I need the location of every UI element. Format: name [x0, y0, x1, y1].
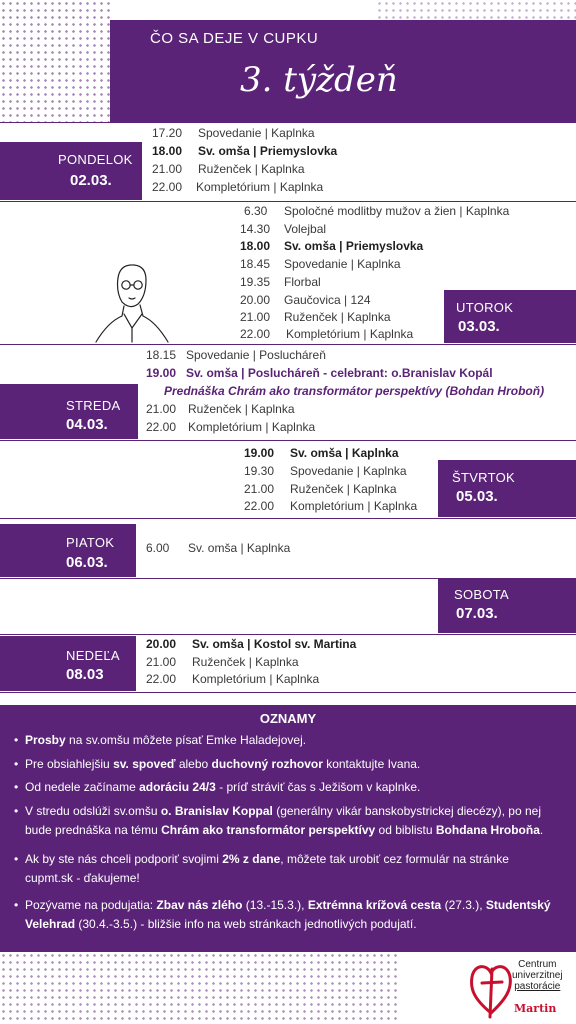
- event-activity: Ruženček | Kaplnka: [284, 310, 391, 324]
- event-activity: Sv. omša | Priemyslovka: [284, 239, 424, 253]
- event-activity: Florbal: [284, 275, 321, 289]
- event-time: 19.30: [244, 464, 275, 478]
- day-box-wednesday: [0, 384, 138, 439]
- event-time: 19.35: [240, 275, 271, 289]
- day-name: UTOROK: [456, 300, 514, 315]
- announcement-text: Pozývame na podujatia: Zbav nás zlého (13.-15.3.), Extrémna krížová cesta (27.3.), Studentský Velehrad (30.4.-3.5.) - bližšie info na web stránkach jednotlivých podujatí.: [25, 898, 551, 931]
- event-time: 18.45: [240, 257, 271, 271]
- day-box-friday: [0, 524, 136, 577]
- event-activity: Ruženček | Kaplnka: [188, 402, 295, 416]
- event-time: 6.00: [146, 541, 170, 555]
- event-time: 18.00: [152, 144, 183, 158]
- announcement-item: [14, 778, 559, 797]
- announcement-item: [14, 802, 559, 840]
- day-name: ŠTVRTOK: [452, 470, 516, 485]
- day-name: STREDA: [66, 398, 121, 413]
- event-row: [240, 239, 424, 253]
- event-row: [244, 464, 407, 478]
- event-time: 21.00: [146, 402, 177, 416]
- event-activity: Spoločné modlitby mužov a žien | Kaplnka: [284, 204, 510, 218]
- day-box-sunday: [0, 636, 136, 691]
- announcement-item: [14, 896, 559, 934]
- event-activity: Spovedanie | Kaplnka: [290, 464, 407, 478]
- event-time: 19.00: [146, 366, 177, 380]
- event-row: [244, 482, 397, 496]
- event-row: [146, 637, 357, 651]
- bullet-icon: •: [14, 733, 19, 747]
- divider: [0, 440, 576, 441]
- divider: [0, 344, 576, 345]
- divider: [0, 122, 576, 123]
- event-row: [152, 144, 338, 158]
- announcements-title: OZNAMY: [259, 711, 317, 726]
- event-time: 18.00: [240, 239, 271, 253]
- header: [0, 0, 576, 122]
- bullet-icon: •: [14, 852, 19, 866]
- logo-line: univerzitnej: [512, 970, 563, 981]
- event-time: 21.00: [240, 310, 271, 324]
- event-time: 6.30: [244, 204, 268, 218]
- event-activity: Sv. omša | Kaplnka: [290, 446, 399, 460]
- logo-martin: Martin: [514, 1002, 557, 1015]
- event-activity: Spovedanie | Kaplnka: [198, 126, 315, 140]
- divider: [0, 692, 576, 693]
- header-halftone-left: [0, 0, 110, 122]
- event-activity: Sv. omša | Poslucháreň - celebrant: o.Branislav Kopál: [186, 366, 493, 380]
- announcement-text: Ak by ste nás chceli podporiť svojimi 2% z dane, môžete tak urobiť cez formulár na stránke cupmt.sk - ďakujeme!: [25, 852, 509, 885]
- event-time: 19.00: [244, 446, 275, 460]
- logo-text: [512, 959, 563, 992]
- day-name: NEDEĽA: [66, 648, 120, 663]
- event-activity: Volejbal: [284, 222, 327, 236]
- event-row: [146, 402, 295, 416]
- event-row: [244, 499, 418, 513]
- day-date: 04.03.: [66, 416, 108, 433]
- logo: [468, 955, 574, 1021]
- portrait-illustration: [88, 258, 174, 344]
- event-time: 22.00: [146, 672, 177, 686]
- event-time: 22.00: [146, 420, 177, 434]
- event-row: [152, 126, 315, 140]
- day-box-thursday: [438, 460, 576, 517]
- event-row: [240, 293, 371, 307]
- footer-halftone: [0, 952, 400, 1024]
- event-activity: Gaučovica | 124: [284, 293, 371, 307]
- page-title: ČO SA DEJE V CUPKU: [150, 30, 319, 47]
- event-activity: Sv. omša | Priemyslovka: [198, 144, 338, 158]
- day-box-monday: [0, 142, 142, 200]
- week-title: 3. týždeň: [240, 60, 398, 100]
- announcement-item: [14, 755, 559, 774]
- event-activity: Ruženček | Kaplnka: [192, 655, 299, 669]
- day-date: 02.03.: [70, 172, 112, 189]
- bullet-icon: •: [14, 757, 19, 771]
- day-box-saturday: [438, 578, 576, 633]
- announcement-text: Od nedele začíname adoráciu 24/3 - príď stráviť čas s Ježišom v kaplnke.: [25, 780, 421, 794]
- day-date: 03.03.: [458, 318, 500, 335]
- logo-line: pastorácie: [514, 981, 561, 992]
- event-time: 14.30: [240, 222, 271, 236]
- event-activity: Sv. omša | Kostol sv. Martina: [192, 637, 357, 651]
- day-name: PONDELOK: [58, 152, 133, 167]
- bullet-icon: •: [14, 804, 19, 818]
- event-time: 20.00: [240, 293, 271, 307]
- event-activity: Kompletórium | Kaplnka: [188, 420, 316, 434]
- event-time: 18.15: [146, 348, 177, 362]
- heart-cross-icon: [468, 955, 514, 1019]
- divider: [0, 518, 576, 519]
- announcement-item: [14, 731, 559, 750]
- event-time: 22.00: [240, 327, 271, 341]
- event-time: 20.00: [146, 637, 177, 651]
- day-box-tuesday: [444, 290, 576, 343]
- divider: [0, 201, 576, 202]
- event-activity: Kompletórium | Kaplnka: [192, 672, 320, 686]
- event-activity: Spovedanie | Poslucháreň: [186, 348, 326, 362]
- announcement-text: Prosby na sv.omšu môžete písať Emke Haladejovej.: [25, 733, 307, 747]
- event-time: 21.00: [244, 482, 275, 496]
- event-activity: Kompletórium | Kaplnka: [290, 499, 418, 513]
- day-date: 05.03.: [456, 488, 498, 505]
- event-row: [240, 310, 391, 324]
- event-activity: Kompletórium | Kaplnka: [286, 327, 414, 341]
- lecture-note: Prednáška Chrám ako transformátor perspektívy (Bohdan Hroboň): [164, 384, 545, 398]
- announcement-text: Pre obsiahlejšiu sv. spoveď alebo duchovný rozhovor kontaktujte Ivana.: [25, 757, 421, 771]
- event-row: [244, 446, 399, 460]
- event-activity: Kompletórium | Kaplnka: [196, 180, 324, 194]
- event-row: [244, 204, 510, 218]
- day-name: SOBOTA: [454, 587, 510, 602]
- event-row: [146, 348, 326, 362]
- day-date: 08.03: [66, 666, 104, 683]
- event-time: 22.00: [244, 499, 275, 513]
- event-activity: Ruženček | Kaplnka: [290, 482, 397, 496]
- event-time: 17.20: [152, 126, 183, 140]
- event-time: 22.00: [152, 180, 183, 194]
- event-time: 21.00: [152, 162, 183, 176]
- day-date: 06.03.: [66, 554, 108, 571]
- event-row: [146, 672, 320, 686]
- bullet-icon: •: [14, 898, 19, 912]
- event-row: [146, 655, 299, 669]
- announcement-item: [14, 850, 559, 888]
- event-row: [146, 420, 316, 434]
- bullet-icon: •: [14, 780, 19, 794]
- day-name: PIATOK: [66, 535, 115, 550]
- divider: [0, 634, 576, 635]
- event-row: [146, 541, 291, 555]
- day-date: 07.03.: [456, 605, 498, 622]
- event-row: [146, 366, 493, 380]
- logo-line: Centrum: [518, 959, 557, 970]
- announcement-text: V stredu odslúži sv.omšu o. Branislav Koppal (generálny vikár banskobystrickej diecézy), po nej bude prednáška na tému Chrám ako transformátor perspektívy od biblistu Bohdana Hroboňa.: [25, 804, 544, 837]
- event-row: [152, 162, 305, 176]
- event-time: 21.00: [146, 655, 177, 669]
- event-activity: Ruženček | Kaplnka: [198, 162, 305, 176]
- event-activity: Sv. omša | Kaplnka: [188, 541, 291, 555]
- event-row: [240, 257, 401, 271]
- event-row: [240, 327, 414, 341]
- event-row: [240, 222, 327, 236]
- event-row: [152, 180, 324, 194]
- event-activity: Spovedanie | Kaplnka: [284, 257, 401, 271]
- event-row: [240, 275, 321, 289]
